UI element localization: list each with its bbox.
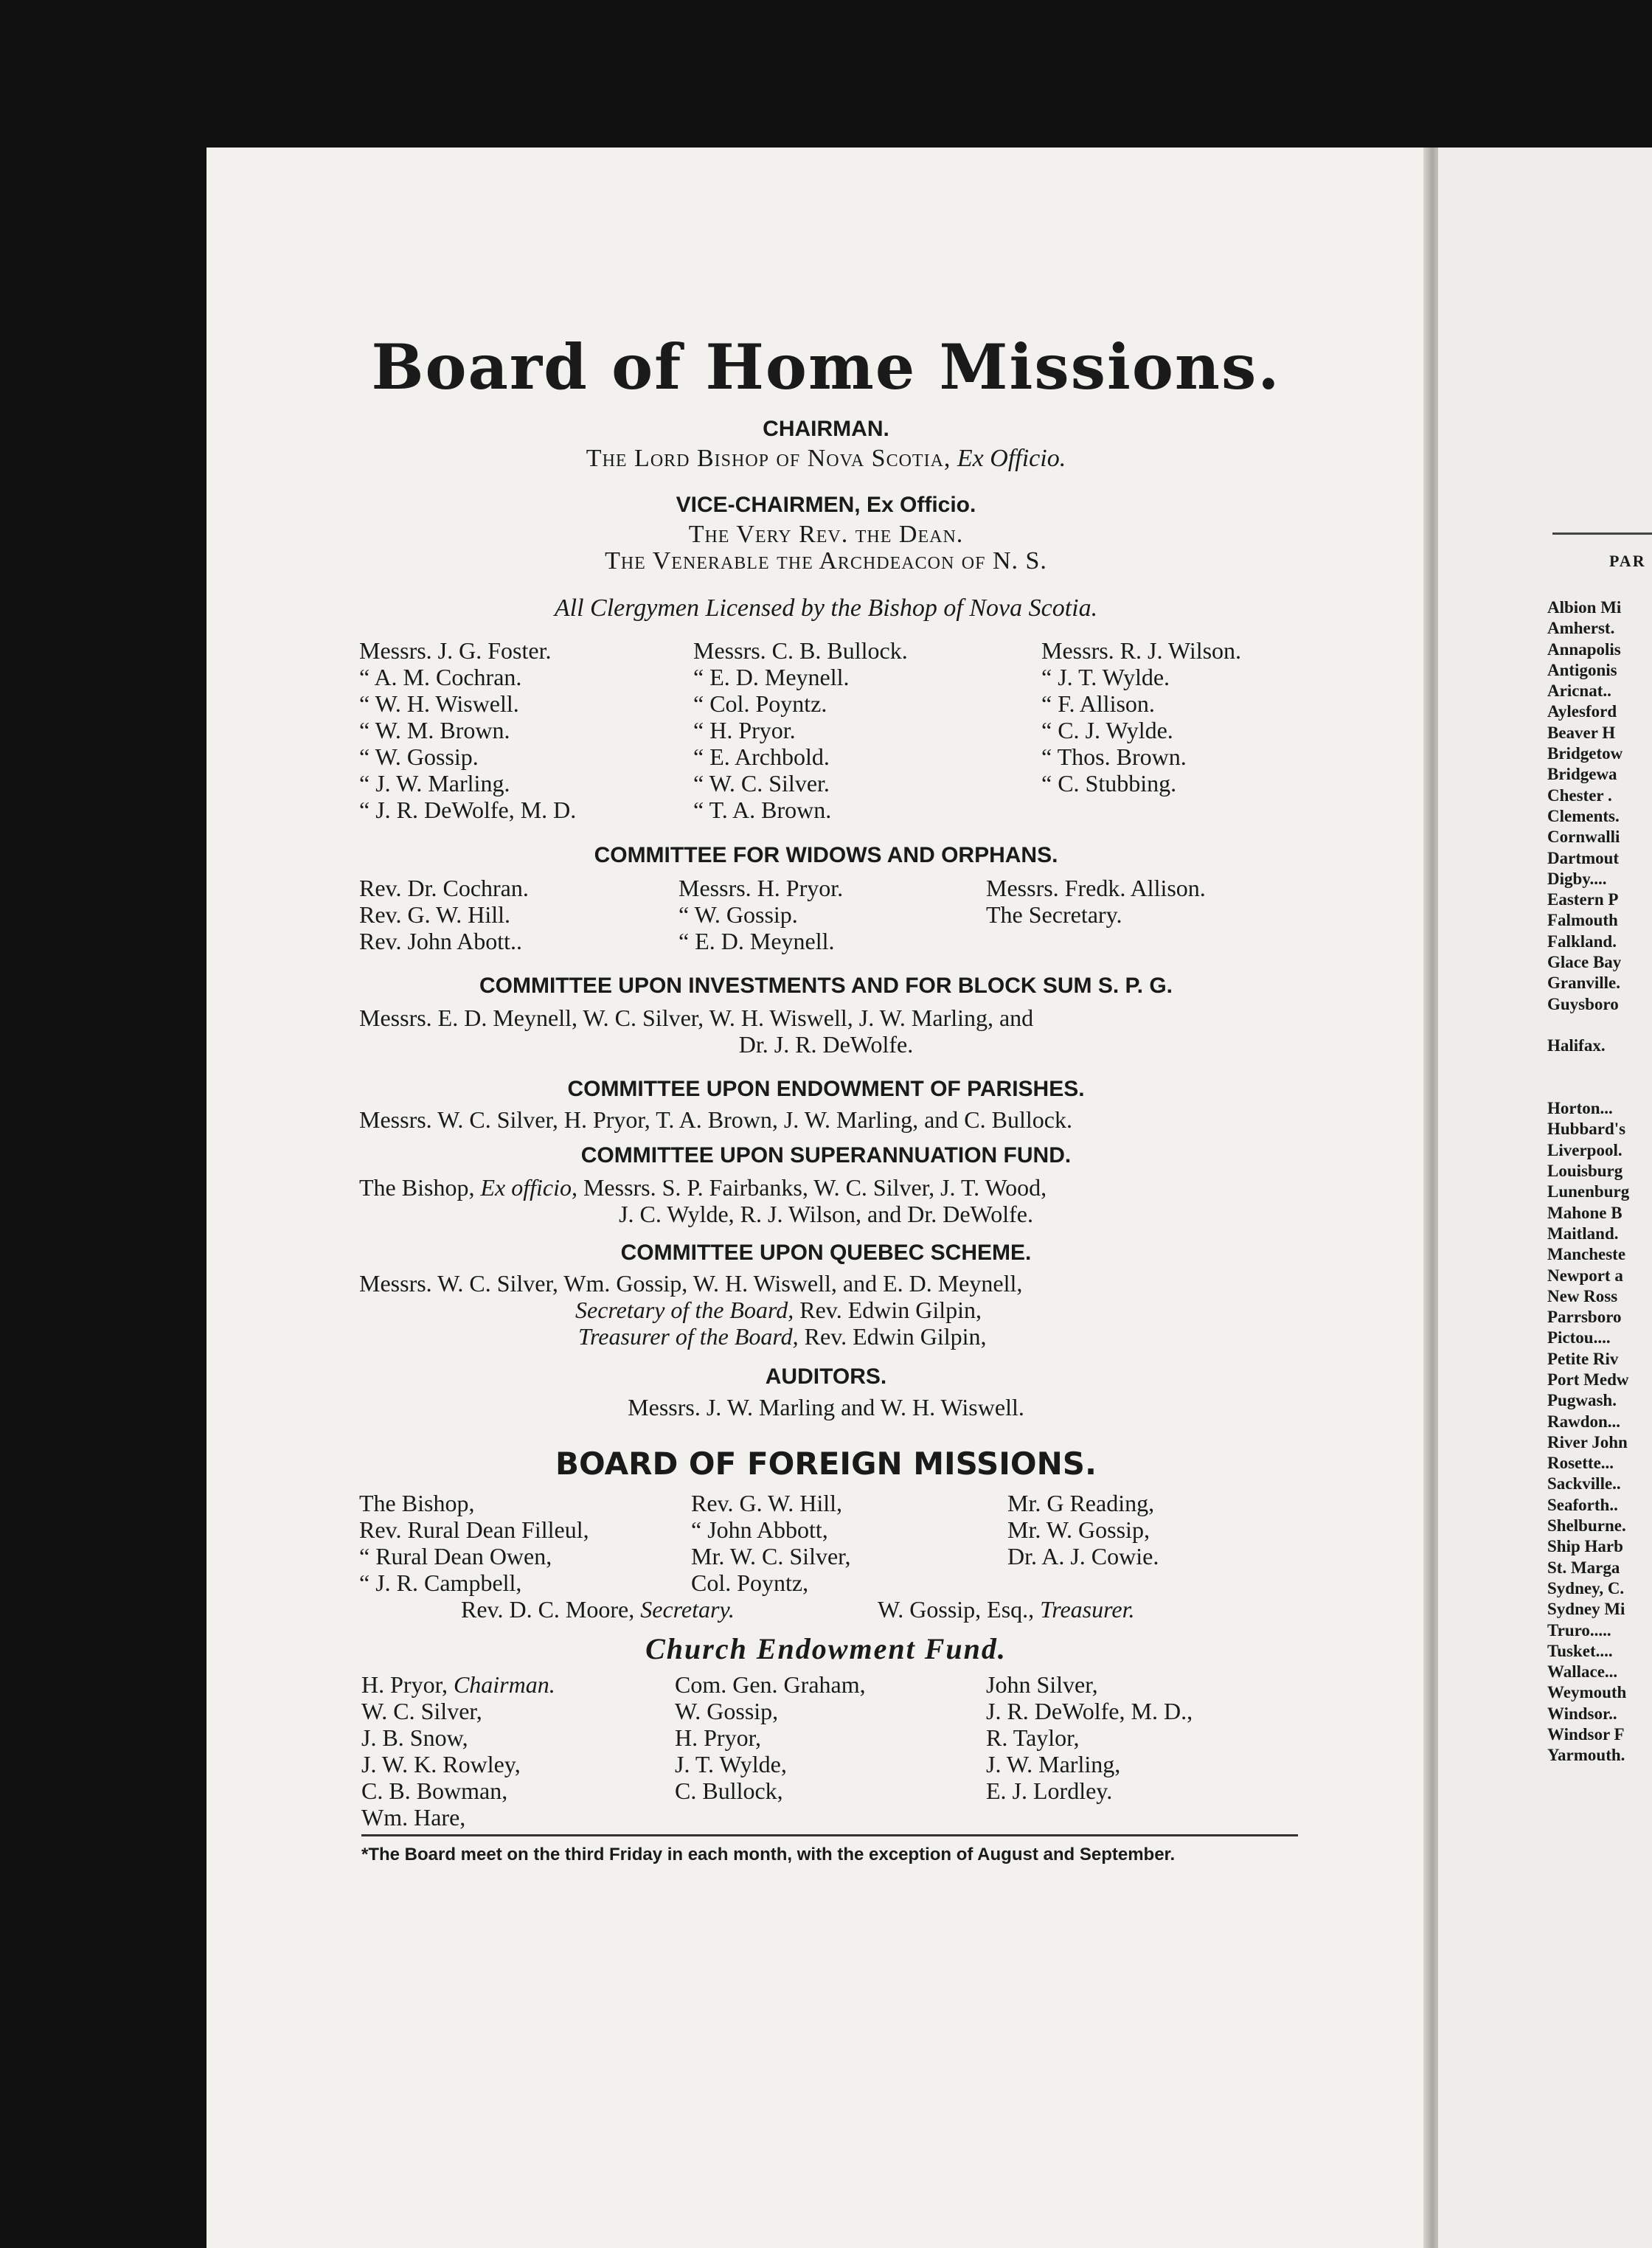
fund-entry: John Silver, [986,1671,1098,1698]
vice-line-2: The Venerable the Archdeacon of N. S. [605,547,1047,575]
member-entry: “ W. M. Brown. [359,717,510,743]
parish-item: New Ross [1547,1286,1618,1305]
parish-item: Bridgetow [1547,744,1623,763]
foreign-entry: The Bishop, [359,1490,475,1516]
endowment-line-1: Messrs. W. C. Silver, H. Pryor, T. A. Brown, J. W. Marling, and C. Bullock. [359,1106,1072,1133]
member-entry: Messrs. R. J. Wilson. [1041,637,1242,664]
widows-entry: “ W. Gossip. [678,901,798,928]
widows-entry: Rev. G. W. Hill. [359,901,511,928]
member-entry: “ C. J. Wylde. [1041,717,1173,743]
widows-entry: Rev. John Abott.. [359,928,523,954]
foreign-secretary-label: Secretary. [640,1596,735,1623]
parish-item: Newport a [1547,1266,1623,1285]
quebec-secretary [575,1297,982,1324]
chairman-heading: CHAIRMAN. [763,417,889,441]
parish-item: Albion Mi [1547,598,1622,617]
parish-item: Pugwash. [1547,1391,1617,1410]
member-entry: “ A. M. Cochran. [359,664,522,690]
superannuation-line-1 [359,1174,1047,1201]
parish-item: Chester . [1547,785,1612,805]
vice-heading: VICE-CHAIRMEN, Ex Officio. [676,493,976,517]
parish-item: Mahone B [1547,1203,1622,1222]
fund-entry: J. B. Snow, [361,1724,468,1751]
parish-item: Rosette... [1547,1454,1614,1473]
superannuation-ex-officio: Ex officio, [480,1174,577,1201]
page-title: Board of Home Missions. [371,330,1281,403]
parish-item: Liverpool. [1547,1140,1622,1159]
fund-entry: Wm. Hare, [361,1804,466,1831]
member-entry: “ W. Gossip. [359,743,479,770]
parish-item: Shelburne. [1547,1516,1626,1536]
chairman-name: The Lord Bishop of Nova Scotia, [586,445,951,472]
parish-item: Guysboro [1547,994,1619,1013]
parish-item: Yarmouth. [1547,1746,1625,1765]
foreign-heading: BOARD OF FOREIGN MISSIONS. [555,1446,1097,1482]
church-fund-chair [361,1671,555,1699]
foreign-entry: Col. Poyntz, [691,1569,809,1596]
member-entry: “ C. Stubbing. [1041,770,1177,797]
member-entry: Messrs. J. G. Foster. [359,637,552,664]
church-fund-heading: Church Endowment Fund. [645,1632,1007,1665]
footnote-rule [361,1834,1298,1836]
foreign-secretary-name: Rev. D. C. Moore, [461,1596,635,1623]
foreign-entry: Mr. W. C. Silver, [691,1543,851,1569]
investments-line-2: Dr. J. R. DeWolfe. [738,1031,914,1058]
foreign-entry: Rev. Rural Dean Filleul, [359,1516,589,1543]
member-entry: “ E. D. Meynell. [693,664,850,690]
clergy-note: All Clergymen Licensed by the Bishop of Nova Scotia. [554,594,1098,622]
parish-item: Lunenburg [1547,1182,1630,1201]
parish-item: Horton... [1547,1099,1613,1118]
parish-item: Seaforth.. [1547,1495,1618,1514]
parish-item: Truro..... [1547,1620,1611,1640]
quebec-heading: COMMITTEE UPON QUEBEC SCHEME. [620,1241,1032,1265]
widows-entry: Messrs. Fredk. Allison. [986,875,1206,901]
foreign-secretary [461,1596,735,1623]
parish-item: Windsor.. [1547,1704,1617,1723]
quebec-line-1: Messrs. W. C. Silver, Wm. Gossip, W. H. Wiswell, and E. D. Meynell, [359,1270,1023,1297]
parish-item: Louisburg [1547,1162,1623,1181]
parish-item [1547,1057,1629,1078]
parish-item: Ship Harb [1547,1537,1623,1556]
fund-entry: C. Bullock, [675,1777,783,1804]
vice-line-1: The Very Rev. the Dean. [688,521,964,548]
parish-item: Hubbard's [1547,1120,1626,1139]
member-entry: “ E. Archbold. [693,743,830,770]
parish-item: Falkland. [1547,932,1617,951]
member-entry: “ W. C. Silver. [693,770,830,797]
member-entry: “ T. A. Brown. [693,797,832,823]
auditors-heading: AUDITORS. [765,1364,887,1389]
superannuation-bishop: The Bishop, [359,1174,475,1201]
superannuation-messrs: Messrs. S. P. Fairbanks, W. C. Silver, J. T. Wood, [583,1174,1047,1201]
fund-entry: J. T. Wylde, [675,1751,787,1777]
chairman-suffix: Ex Officio. [957,445,1066,472]
parish-item: Eastern P [1547,890,1619,909]
quebec-treasurer-label: Treasurer of the Board, [578,1323,799,1350]
foreign-entry: “ J. R. Campbell, [359,1569,522,1596]
quebec-treasurer [578,1323,986,1350]
parish-item: Dartmout [1547,848,1620,867]
foreign-treasurer-name: W. Gossip, Esq., [878,1596,1035,1623]
parish-item: Aylesford [1547,702,1617,721]
endowment-heading: COMMITTEE UPON ENDOWMENT OF PARISHES. [567,1077,1085,1101]
parish-item: Aricnat.. [1547,681,1611,701]
member-entry: “ J. W. Marling. [359,770,510,797]
fund-entry: W. Gossip, [675,1698,779,1724]
foreign-entry: Dr. A. J. Cowie. [1007,1543,1159,1569]
auditors-line-1: Messrs. J. W. Marling and W. H. Wiswell. [628,1394,1024,1420]
parish-item: Amherst. [1547,619,1615,638]
investments-line-1: Messrs. E. D. Meynell, W. C. Silver, W. H. Wiswell, J. W. Marling, and [359,1005,1034,1031]
member-entry: “ J. R. DeWolfe, M. D. [359,797,577,823]
parish-item: River John [1547,1432,1628,1451]
parish-item: Wallace... [1547,1662,1618,1682]
superannuation-heading: COMMITTEE UPON SUPERANNUATION FUND. [580,1143,1072,1168]
widows-entry: “ E. D. Meynell. [678,928,835,954]
quebec-secretary-name: Rev. Edwin Gilpin, [799,1297,982,1323]
parish-item: Rawdon... [1547,1412,1621,1431]
fund-entry: Com. Gen. Graham, [675,1671,866,1698]
widows-entry: The Secretary. [986,901,1122,928]
parish-item: Port Medw [1547,1370,1629,1389]
parish-item: Sackville.. [1547,1474,1621,1494]
member-entry: “ Col. Poyntz. [693,690,827,717]
member-entry: Messrs. C. B. Bullock. [693,637,908,664]
parish-item: Tusket.... [1547,1641,1613,1660]
parish-item: Weymouth [1547,1683,1627,1702]
fund-entry: J. R. DeWolfe, M. D., [986,1698,1193,1724]
member-entry: “ H. Pryor. [693,717,796,743]
foreign-entry: “ John Abbott, [691,1516,828,1543]
church-fund-chair-name: H. Pryor, [361,1671,448,1698]
widows-heading: COMMITTEE FOR WIDOWS AND ORPHANS. [594,843,1058,867]
fund-entry: H. Pryor, [675,1724,761,1751]
parish-item: Antigonis [1547,660,1617,679]
parish-item: Sydney, C. [1547,1578,1625,1597]
chairman-line [0,445,1652,473]
parish-item: Digby.... [1547,869,1607,888]
parish-item [1547,1078,1629,1098]
parish-item: Pictou.... [1547,1328,1611,1347]
church-fund-chair-label: Chairman. [453,1671,555,1698]
superannuation-line-2: J. C. Wylde, R. J. Wilson, and Dr. DeWolfe. [619,1201,1033,1227]
quebec-treasurer-name: Rev. Edwin Gilpin, [804,1323,987,1350]
parish-item: St. Marga [1547,1558,1620,1577]
parish-item: Cornwalli [1547,828,1620,847]
parish-item: Petite Riv [1547,1349,1619,1368]
footnote: *The Board meet on the third Friday in each month, with the exception of August and September. [361,1845,1176,1864]
investments-heading: COMMITTEE UPON INVESTMENTS AND FOR BLOCK SUM S. P. G. [479,974,1173,998]
fund-entry: W. C. Silver, [361,1698,482,1724]
right-page-rule [1552,532,1652,535]
parish-item: Falmouth [1547,911,1618,930]
foreign-treasurer-label: Treasurer. [1040,1596,1135,1623]
fund-entry: R. Taylor, [986,1724,1080,1751]
parish-item: Maitland. [1547,1224,1619,1243]
foreign-entry: “ Rural Dean Owen, [359,1543,552,1569]
parish-item: Sydney Mi [1547,1600,1625,1619]
right-page-heading: PAR [1609,552,1646,570]
parish-item: Mancheste [1547,1245,1626,1264]
parish-item: Beaver H [1547,723,1616,742]
fund-entry: E. J. Lordley. [986,1777,1113,1804]
foreign-treasurer [878,1596,1135,1623]
member-entry: “ W. H. Wiswell. [359,690,519,717]
parish-item: Granville. [1547,974,1621,993]
parish-item: Clements. [1547,806,1620,825]
parish-item: Halifax. [1547,1036,1606,1055]
member-entry: “ F. Allison. [1041,690,1155,717]
widows-entry: Rev. Dr. Cochran. [359,875,529,901]
quebec-secretary-label: Secretary of the Board, [575,1297,794,1323]
parish-item: Glace Bay [1547,953,1622,972]
member-entry: “ J. T. Wylde. [1041,664,1170,690]
parish-item [1547,1015,1629,1035]
foreign-entry: Mr. G Reading, [1007,1490,1155,1516]
widows-entry: Messrs. H. Pryor. [678,875,844,901]
parish-item: Windsor F [1547,1725,1625,1744]
foreign-entry: Mr. W. Gossip, [1007,1516,1150,1543]
parish-item: Bridgewa [1547,765,1617,784]
foreign-entry: Rev. G. W. Hill, [691,1490,843,1516]
parish-list [1547,597,1629,1766]
fund-entry: J. W. K. Rowley, [361,1751,521,1777]
parish-item: Parrsboro [1547,1308,1622,1327]
member-entry: “ Thos. Brown. [1041,743,1187,770]
fund-entry: J. W. Marling, [986,1751,1121,1777]
parish-item: Annapolis [1547,639,1621,659]
fund-entry: C. B. Bowman, [361,1777,508,1804]
